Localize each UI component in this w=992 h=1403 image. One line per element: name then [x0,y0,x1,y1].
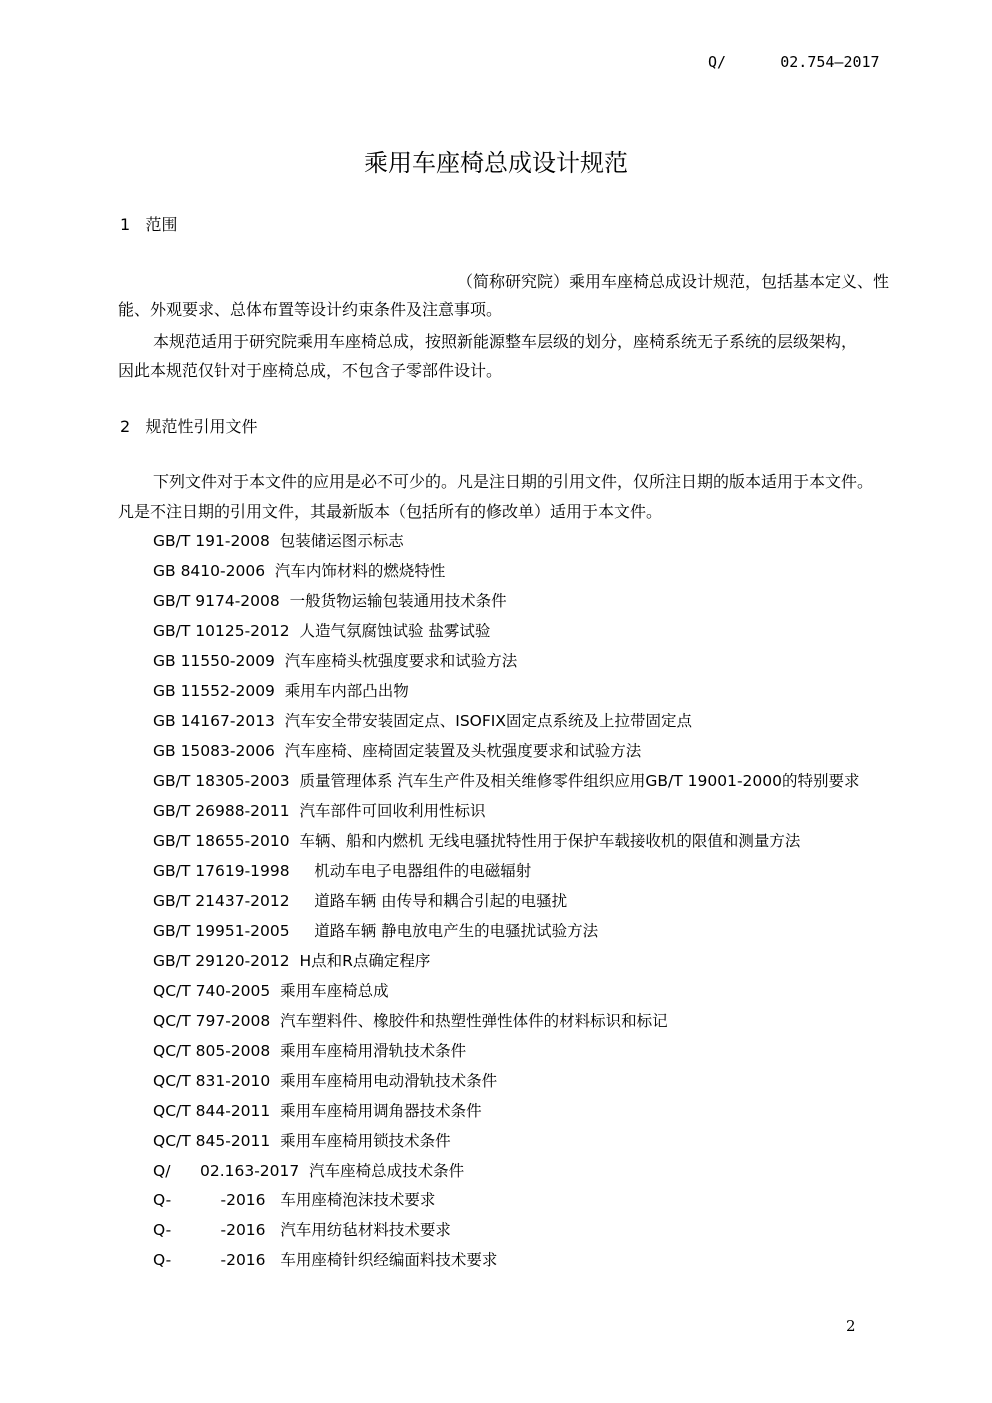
document-code: Q/ 02.754—2017 [708,53,880,71]
reference-item: GB 11552-2009 乘用车内部凸出物 [153,682,409,700]
references-intro-line-2: 凡是不注日期的引用文件，其最新版本（包括所有的修改单）适用于本文件。 [118,502,663,521]
reference-item: GB/T 18305-2003 质量管理体系 汽车生产件及相关维修零件组织应用GB/T 19001-2000的特别要求 [153,772,860,790]
references-intro-line-1: 下列文件对于本文件的应用是必不可少的。凡是注日期的引用文件，仅所注日期的版本适用于本文件。 [153,472,874,491]
reference-item: GB/T 18655-2010 车辆、船和内燃机 无线电骚扰特性用于保护车载接收机的限值和测量方法 [153,832,801,850]
applicability-paragraph-line-2: 因此本规范仅针对于座椅总成，不包含子零部件设计。 [118,361,503,380]
applicability-paragraph-line-1: 本规范适用于研究院乘用车座椅总成，按照新能源整车层级的划分，座椅系统无子系统的层级架构， [153,332,858,351]
reference-item: GB 11550-2009 汽车座椅头枕强度要求和试验方法 [153,652,518,670]
reference-item: GB/T 19951-2005 道路车辆 静电放电产生的电骚扰试验方法 [153,922,599,940]
reference-item: GB/T 21437-2012 道路车辆 由传导和耦合引起的电骚扰 [153,892,568,910]
scope-paragraph-line-2: 能、外观要求、总体布置等设计约束条件及注意事项。 [118,300,503,319]
reference-item: GB/T 29120-2012 H点和R点确定程序 [153,952,431,970]
section-1-heading: 1 范围 [120,215,178,234]
reference-item: Q- -2016 车用座椅针织经编面料技术要求 [153,1251,498,1269]
reference-item: QC/T 831-2010 乘用车座椅用电动滑轨技术条件 [153,1072,498,1090]
reference-item: Q- -2016 汽车用纺毡材料技术要求 [153,1221,451,1239]
reference-item: GB/T 191-2008 包装储运图示标志 [153,532,404,550]
reference-item: GB/T 17619-1998 机动车电子电器组件的电磁辐射 [153,862,532,880]
reference-item: QC/T 740-2005 乘用车座椅总成 [153,982,389,1000]
reference-item: QC/T 797-2008 汽车塑料件、橡胶件和热塑性弹性体件的材料标识和标记 [153,1012,668,1030]
scope-paragraph-line-1: （简称研究院）乘用车座椅总成设计规范，包括基本定义、性 [457,272,890,291]
reference-item: GB 15083-2006 汽车座椅、座椅固定装置及头枕强度要求和试验方法 [153,742,642,760]
reference-item: Q/ 02.163-2017 汽车座椅总成技术条件 [153,1162,465,1180]
reference-item: GB 8410-2006 汽车内饰材料的燃烧特性 [153,562,446,580]
reference-item: GB/T 26988-2011 汽车部件可回收利用性标识 [153,802,486,820]
page-number: 2 [846,1317,856,1335]
reference-item: GB 14167-2013 汽车安全带安装固定点、ISOFIX固定点系统及上拉带固定点 [153,712,692,730]
page-title: 乘用车座椅总成设计规范 [364,149,628,177]
reference-item: QC/T 844-2011 乘用车座椅用调角器技术条件 [153,1102,482,1120]
reference-item: QC/T 845-2011 乘用车座椅用锁技术条件 [153,1132,451,1150]
reference-item: QC/T 805-2008 乘用车座椅用滑轨技术条件 [153,1042,467,1060]
reference-item: Q- -2016 车用座椅泡沫技术要求 [153,1191,436,1209]
reference-item: GB/T 10125-2012 人造气氛腐蚀试验 盐雾试验 [153,622,491,640]
section-2-heading: 2 规范性引用文件 [120,417,258,436]
reference-item: GB/T 9174-2008 一般货物运输包装通用技术条件 [153,592,507,610]
